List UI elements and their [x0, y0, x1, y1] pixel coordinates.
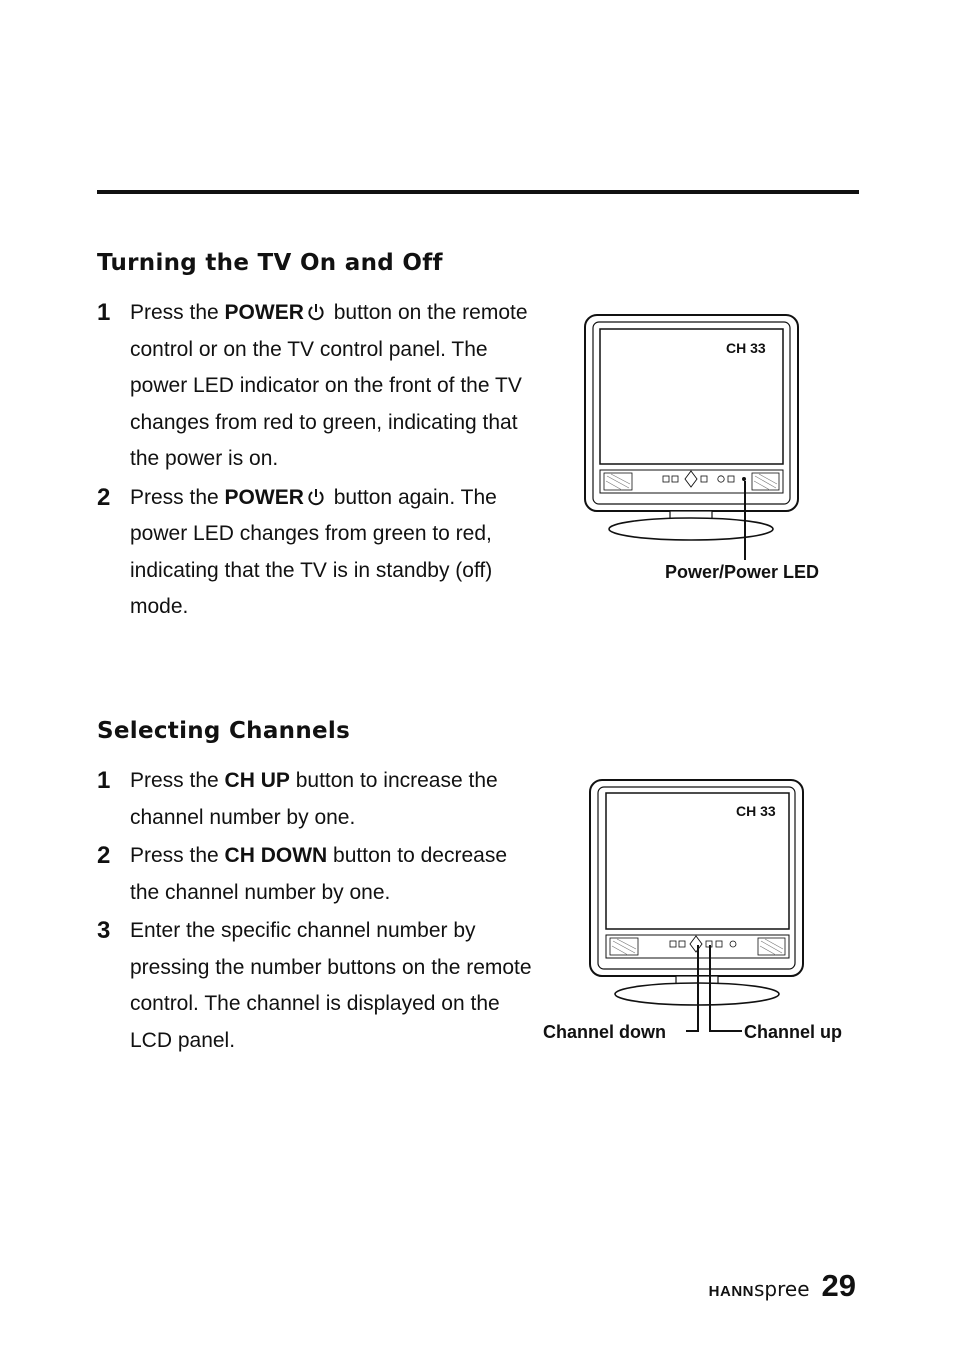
- page-number: 29: [821, 1268, 856, 1303]
- tv-illustration: [540, 770, 860, 1060]
- step-keyword: POWER: [224, 301, 304, 324]
- tv-illustration: [560, 300, 860, 600]
- brand-logo: HANNspree: [708, 1277, 810, 1301]
- header-rule: [97, 190, 859, 194]
- step-number: 1: [97, 767, 111, 794]
- tv-illustration-channels: [540, 770, 860, 1060]
- step-text-post: button to increase the channel number by one.: [130, 769, 498, 829]
- tv-screen-channel-label: CH 33: [726, 340, 766, 356]
- list-item: [97, 763, 537, 836]
- step-number: 1: [97, 299, 111, 326]
- step-text-post: button again. The power LED changes from green to red, indicating that the TV is in standby (off) mode.: [130, 485, 497, 618]
- tv-screen-channel-label: CH 33: [736, 803, 776, 819]
- callout-channel-up: Channel up: [744, 1022, 842, 1042]
- step-text-post: button on the remote control or on the TV control panel. The power LED indicator on the front of the TV changes from red to green, indicating that the power is on.: [130, 301, 528, 470]
- step-text-pre: Press the: [130, 844, 225, 867]
- step-text-pre: Press the: [130, 301, 225, 324]
- step-number: 2: [97, 842, 111, 869]
- step-number: 3: [97, 917, 111, 944]
- section-title-channels: Selecting Channels: [97, 718, 351, 744]
- page-footer: [709, 1268, 856, 1304]
- power-icon: [307, 302, 325, 322]
- callout-power-led: Power/Power LED: [665, 562, 820, 582]
- section-title-power: Turning the TV On and Off: [97, 250, 443, 276]
- step-text-post: button to decrease the channel number by one.: [130, 844, 507, 904]
- step-text-pre: Press the: [130, 769, 225, 792]
- list-item: [97, 913, 537, 1059]
- power-icon: [307, 487, 325, 507]
- step-text-pre: Press the: [130, 485, 225, 509]
- callout-channel-down: Channel down: [543, 1022, 666, 1042]
- channel-steps-list: [97, 763, 537, 1061]
- step-text-pre: Enter the specific channel number by pressing the number buttons on the remote control. The channel is displayed on the LCD panel.: [130, 919, 532, 1052]
- power-steps-list: [97, 295, 537, 628]
- list-item: [97, 480, 537, 626]
- list-item: [97, 295, 537, 478]
- step-keyword: CH UP: [224, 769, 290, 792]
- step-keyword: POWER: [224, 485, 304, 509]
- list-item: [97, 838, 537, 911]
- tv-illustration-power: [560, 300, 860, 600]
- step-number: 2: [97, 483, 111, 511]
- step-keyword: CH DOWN: [224, 844, 328, 867]
